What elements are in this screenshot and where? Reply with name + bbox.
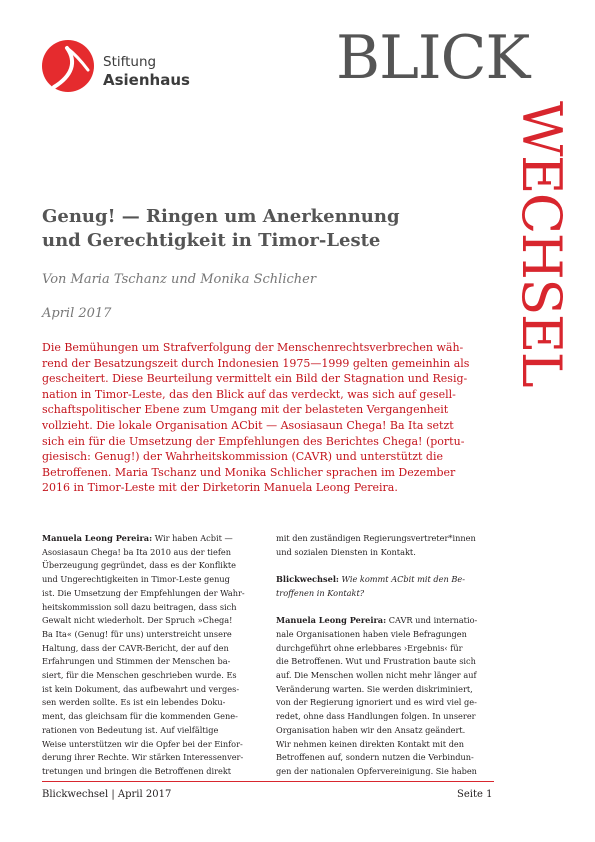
body-line: Betroffenen auf, sondern nutzen die Verbindun- bbox=[276, 752, 474, 763]
body-line: Ba Ita« (Genug! für uns) unterstreicht unsere bbox=[42, 628, 232, 639]
body-line: tretungen und bringen die Betroffenen direkt bbox=[42, 765, 232, 776]
body-line bbox=[42, 532, 272, 546]
article-intro bbox=[42, 340, 512, 496]
footer-publication: Blickwechsel | April 2017 bbox=[42, 789, 172, 800]
body-line: Veränderung warten. Sie werden diskriminiert, bbox=[276, 683, 473, 694]
masthead-blick: BLICK bbox=[336, 23, 530, 93]
body-line: die Betroffenen. Wut und Frustration baute sich bbox=[276, 656, 476, 667]
body-line: Wir nehmen keinen direkten Kontakt mit den bbox=[276, 738, 465, 749]
masthead-wechsel: WECHSEL bbox=[510, 101, 573, 387]
body-line: durchgeführt ohne erlebbares ›Ergebnis‹ für bbox=[276, 642, 463, 653]
intro-line: giesisch: Genug!) der Wahrheitskommission (CAVR) und unterstützt die bbox=[42, 450, 443, 464]
intro-line: 2016 in Timor-Leste mit der Dirketorin Manuela Leong Pereira. bbox=[42, 481, 398, 495]
article-date: April 2017 bbox=[42, 306, 112, 321]
intro-line: rend der Besatzungszeit durch Indonesien 1975—1999 gelten gemeinhin als bbox=[42, 356, 470, 370]
question-text: troffenen in Kontakt? bbox=[276, 587, 365, 598]
article-title bbox=[42, 205, 462, 253]
body-line: siert, für die Menschen geschrieben wurde. Es bbox=[42, 670, 237, 681]
footer-divider bbox=[42, 781, 494, 782]
body-line: redet, ohne dass Handlungen folgen. In unserer bbox=[276, 711, 476, 722]
body-line: derung ihrer Rechte. Wir stärken Interessenver- bbox=[42, 752, 244, 763]
intro-line: vollzieht. Die lokale Organisation ACbit — Asosiasaun Chega! Ba Ita setzt bbox=[42, 418, 454, 432]
body-line: Gewalt nicht wiederholt. Der Spruch »Chega! bbox=[42, 615, 233, 626]
paragraph-gap bbox=[276, 601, 506, 615]
intro-line: schaftspolitischer Ebene zum Umgang mit der belasteten Vergangenheit bbox=[42, 403, 449, 417]
body-line: Überzeugung gegründet, dass es der Konflikte bbox=[42, 560, 236, 571]
intro-line: gescheitert. Diese Beurteilung vermittelt ein Bild der Stagnation und Resig- bbox=[42, 372, 468, 386]
body-line: nale Organisationen haben viele Befragungen bbox=[276, 628, 467, 639]
body-line: gen der nationalen Opfervereinigung. Sie haben bbox=[276, 765, 477, 776]
body-text: Wir haben Acbit — bbox=[152, 533, 233, 543]
body-line: ist. Die Umsetzung der Empfehlungen der Wahr- bbox=[42, 587, 245, 598]
body-line bbox=[276, 614, 506, 628]
logo-text-asienhaus: Asienhaus bbox=[103, 71, 190, 89]
speaker-name: Manuela Leong Pereira: bbox=[42, 533, 153, 543]
title-line: Genug! — Ringen um Anerkennung bbox=[42, 206, 400, 227]
body-line: ment, das gleichsam für die kommenden Gene- bbox=[42, 711, 238, 722]
question-line bbox=[276, 573, 506, 587]
intro-line: Die Bemühungen um Strafverfolgung der Menschenrechtsverbrechen wäh- bbox=[42, 341, 464, 354]
body-line: sen werden sollte. Es ist ein lebendes Doku- bbox=[42, 697, 226, 708]
intro-line: Betroffenen. Maria Tschanz und Monika Schlicher sprachen im Dezember bbox=[42, 465, 456, 479]
body-line: und sozialen Diensten in Kontakt. bbox=[276, 546, 416, 557]
footer-page-number: Seite 1 bbox=[457, 789, 493, 800]
interviewer-name: Blickwechsel: bbox=[276, 574, 339, 585]
body-column-right bbox=[276, 532, 506, 779]
body-line: Haltung, dass der CAVR-Bericht, der auf den bbox=[42, 642, 229, 653]
body-line: Weise unterstützen wir die Opfer bei der Einfor- bbox=[42, 738, 243, 749]
body-line: von der Regierung ignoriert und es wird viel ge- bbox=[276, 697, 477, 708]
body-line: Erfahrungen und Stimmen der Menschen ba- bbox=[42, 656, 231, 667]
speaker-name: Manuela Leong Pereira: bbox=[276, 615, 387, 626]
logo-text-stiftung: Stiftung bbox=[103, 54, 157, 70]
body-line: ist kein Dokument, das aufbewahrt und verges- bbox=[42, 683, 240, 694]
paragraph-gap bbox=[276, 559, 506, 573]
question-line bbox=[276, 587, 506, 601]
body-line: mit den zuständigen Regierungsvertreter*innen bbox=[276, 533, 476, 543]
body-line: heitskommission soll dazu beitragen, dass sich bbox=[42, 601, 237, 612]
body-line: rationen von Bedeutung ist. Auf vielfältige bbox=[42, 724, 219, 735]
title-line: und Gerechtigkeit in Timor-Leste bbox=[42, 230, 381, 251]
body-line: und Ungerechtigkeiten in Timor-Leste genug bbox=[42, 574, 230, 585]
question-text: Wie kommt ACbit mit den Be- bbox=[338, 574, 465, 585]
intro-line: nation in Timor-Leste, das den Blick auf das verdeckt, was sich auf gesell- bbox=[42, 387, 456, 401]
body-column-left bbox=[42, 532, 272, 779]
stiftung-asienhaus-logo bbox=[42, 40, 262, 100]
body-line: Organisation haben wir den Ansatz geändert. bbox=[276, 724, 466, 735]
article-authors: Von Maria Tschanz und Monika Schlicher bbox=[42, 272, 317, 287]
asienhaus-logo-icon bbox=[42, 40, 94, 92]
intro-line: sich ein für die Umsetzung der Empfehlungen des Berichtes Chega! (portu- bbox=[42, 434, 465, 448]
body-line: Asosiasaun Chega! ba Ita 2010 aus der tiefen bbox=[42, 546, 232, 557]
body-text: CAVR und internatio- bbox=[386, 615, 478, 626]
body-line: auf. Die Menschen wollen nicht mehr länger auf bbox=[276, 670, 477, 680]
